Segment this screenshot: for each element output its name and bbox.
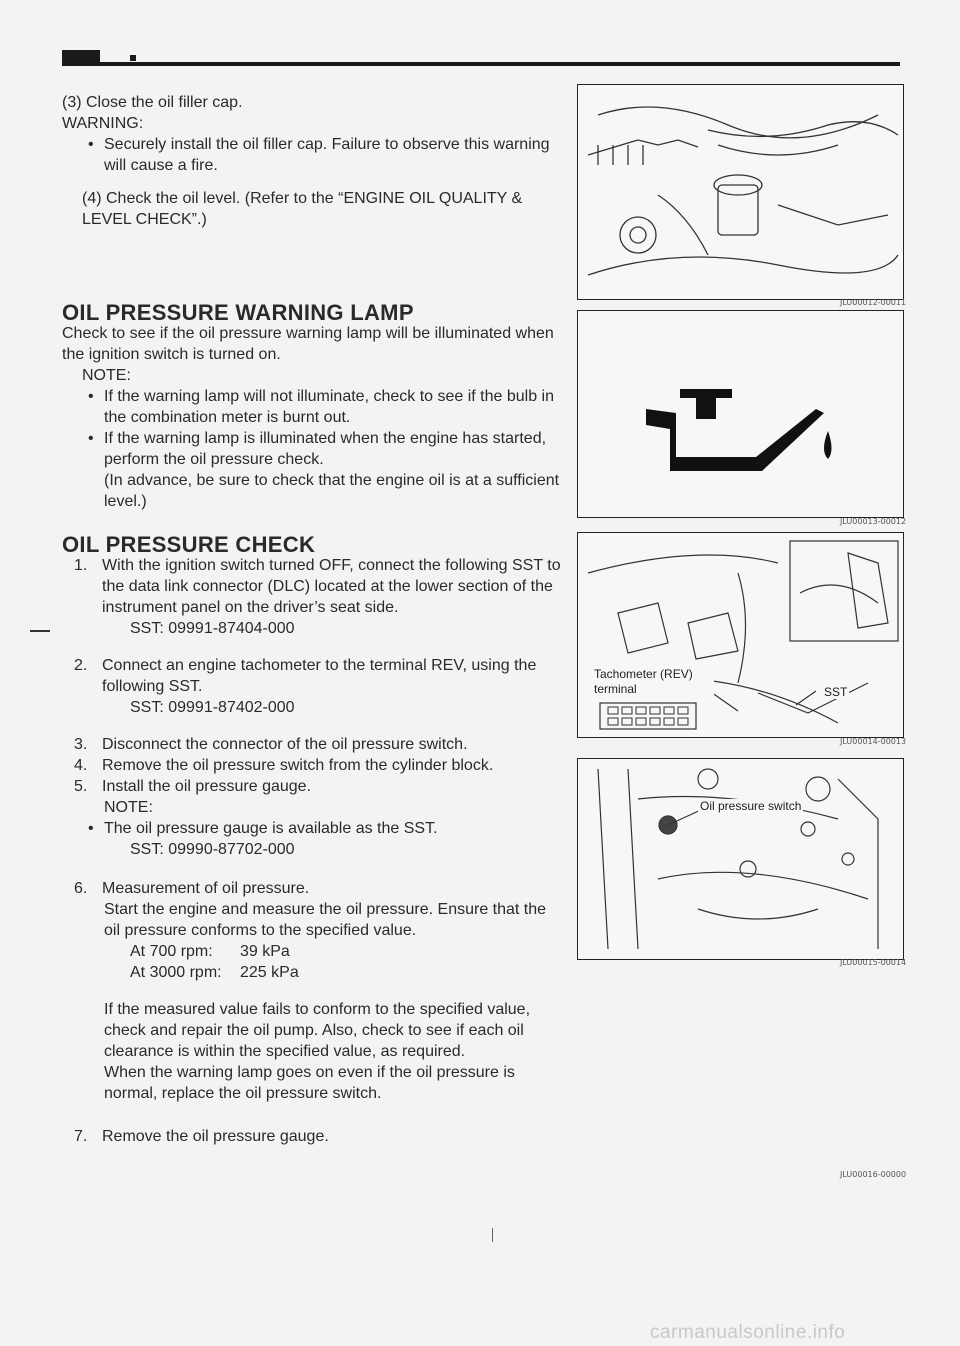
lamp-note-label: NOTE: [82, 367, 131, 384]
check-step-1-sst: SST: 09991-87404-000 [130, 620, 295, 637]
lamp-intro: Check to see if the oil pressure warning lamp will be illuminated when the ignition switch is turned on. [62, 325, 554, 363]
oil-can-icon [578, 311, 903, 517]
lamp-bullet-2: • If the warning lamp is illuminated when the engine has started, perform the oil pressure check. [62, 428, 562, 470]
tachometer-callout: Tachometer (REV) terminal [592, 667, 714, 697]
step-3: (3) Close the oil filler cap. [62, 94, 243, 111]
margin-mark [30, 630, 50, 632]
figure-dlc-connection [577, 532, 904, 738]
figure-code-2: JLU00013-00012 [840, 517, 907, 526]
engine-bay-illustration [578, 85, 903, 299]
check-step-2-sst: SST: 09991-87402-000 [130, 699, 295, 716]
figure-code-5: JLU00016-00000 [840, 1170, 907, 1179]
header-tab-dot [130, 55, 136, 61]
check-heading: OIL PRESSURE CHECK [62, 532, 316, 557]
warning-label: WARNING: [62, 115, 144, 132]
oil-pressure-switch-callout: Oil pressure switch [700, 799, 802, 813]
check-step-1: 1. With the ignition switch turned OFF, connect the following SST to the data link connector (DLC) located at the lower section of the instrument panel on the driver’s seat side. [74, 557, 561, 616]
header-tab-mark [62, 50, 100, 62]
lamp-bullet-1: • If the warning lamp will not illuminate, check to see if the bulb in the combination meter is burnt out. [62, 386, 562, 428]
cylinder-block-illustration [578, 759, 903, 959]
page-mark [492, 1228, 493, 1242]
figure-warning-lamp [577, 310, 904, 518]
check-step-5: 5. Install the oil pressure gauge. [74, 778, 312, 795]
header-rule [62, 62, 900, 66]
lamp-bullet-2-extra: (In advance, be sure to check that the engine oil is at a sufficient level.) [104, 472, 560, 510]
check-note-label: NOTE: [104, 799, 153, 816]
check-step-6-text: Start the engine and measure the oil pressure. Ensure that the oil pressure conforms to the specified value. [104, 901, 547, 939]
check-note-sst: SST: 09990-87702-000 [130, 841, 295, 858]
figure-oil-pressure-switch [577, 758, 904, 960]
check-step-2: 2. Connect an engine tachometer to the terminal REV, using the following SST. [74, 657, 537, 695]
figure-code-3: JLU00014-00013 [840, 737, 907, 746]
watermark: carmanualsonline.info [650, 1322, 846, 1343]
check-step-4: 4. Remove the oil pressure switch from the cylinder block. [74, 757, 494, 774]
lamp-heading: OIL PRESSURE WARNING LAMP [62, 300, 414, 325]
check-step-6: 6. Measurement of oil pressure. [74, 880, 310, 897]
main-text-column [62, 92, 562, 1147]
figure-code-4: JLU00015-00014 [840, 958, 907, 967]
step-4: (4) Check the oil level. (Refer to the “ENGINE OIL QUALITY & LEVEL CHECK”.) [82, 190, 523, 228]
spec-row-700: At 700 rpm: 39 kPa [130, 943, 290, 960]
check-para-1: If the measured value fails to conform to the specified value, check and repair the oil pump. Also, check to see if each oil clearance is within the specified value, as required. [104, 1001, 531, 1060]
check-step-3: 3. Disconnect the connector of the oil pressure switch. [74, 736, 468, 753]
pedal-area-illustration [578, 533, 903, 737]
warning-bullet: • Securely install the oil filler cap. Failure to observe this warning will cause a fire. [62, 134, 562, 176]
figure-code-1: JLU00012-00011 [840, 298, 907, 307]
check-note-bullet: • The oil pressure gauge is available as the SST. [62, 818, 562, 839]
figure-oil-filler-cap [577, 84, 904, 300]
check-para-2: When the warning lamp goes on even if the oil pressure is normal, replace the oil pressure switch. [104, 1064, 515, 1102]
sst-callout: SST [824, 685, 848, 699]
check-step-7: 7. Remove the oil pressure gauge. [74, 1128, 329, 1145]
spec-row-3000: At 3000 rpm: 225 kPa [130, 964, 299, 981]
